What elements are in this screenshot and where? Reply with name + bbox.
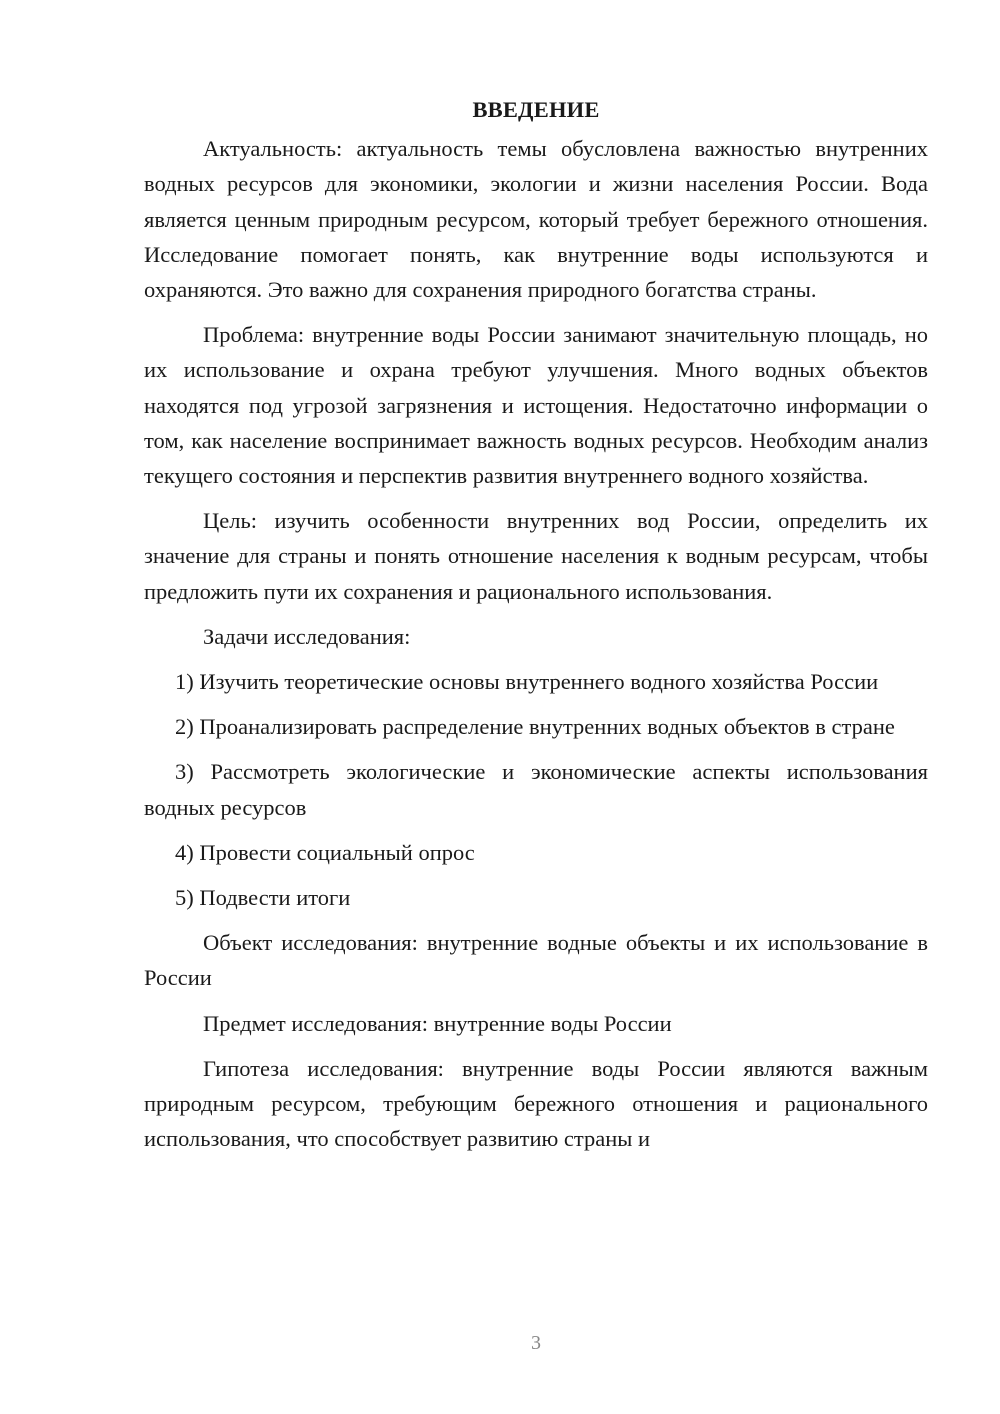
task-item: 3) Рассмотреть экологические и экономические аспекты использования водных ресурсов [144,759,928,820]
goal-paragraph: Цель: изучить особенности внутренних вод России, определить их значение для страны и понять отношение населения к водным ресурсам, чтобы предложить пути их сохранения и рационального использования. [144,508,928,604]
section-title: ВВЕДЕНИЕ [472,97,600,122]
object-paragraph: Объект исследования: внутренние водные объекты и их использование в России [144,930,928,991]
task-list [144,664,928,915]
page-content [144,92,928,1166]
task-item: 4) Провести социальный опрос [175,839,475,865]
task-item: 2) Проанализировать распределение внутренних водных объектов в стране [175,714,895,740]
hypothesis-paragraph: Гипотеза исследования: внутренние воды России являются важным природным ресурсом, требующим бережного отношения и рационального использования, что способствует развитию страны и [144,1055,928,1152]
task-item: 1) Изучить теоретические основы внутреннего водного хозяйства России [175,669,879,695]
subject-paragraph: Предмет исследования: внутренние воды России [203,1010,672,1036]
problem-paragraph: Проблема: внутренние воды России занимают значительную площадь, но их использование и охрана требуют улучшения. Много водных объектов находятся под угрозой загрязнения и истощения. Недостаточно информации о том, как население воспринимает важность водных ресурсов. Необходим анализ текущего состояния и перспектив развития внутреннего водного хозяйства. [144,322,928,489]
page-number: 3 [531,1332,541,1354]
task-item: 5) Подвести итоги [175,885,351,911]
tasks-heading: Задачи исследования: [203,623,411,649]
relevance-paragraph: Актуальность: актуальность темы обусловлена важностью внутренних водных ресурсов для экономики, экологии и жизни населения России. Вода является ценным природным ресурсом, который требует бережного отношения. Исследование помогает понять, как внутренние воды используются и охраняются. Это важно для сохранения природного богатства страны. [144,136,928,303]
